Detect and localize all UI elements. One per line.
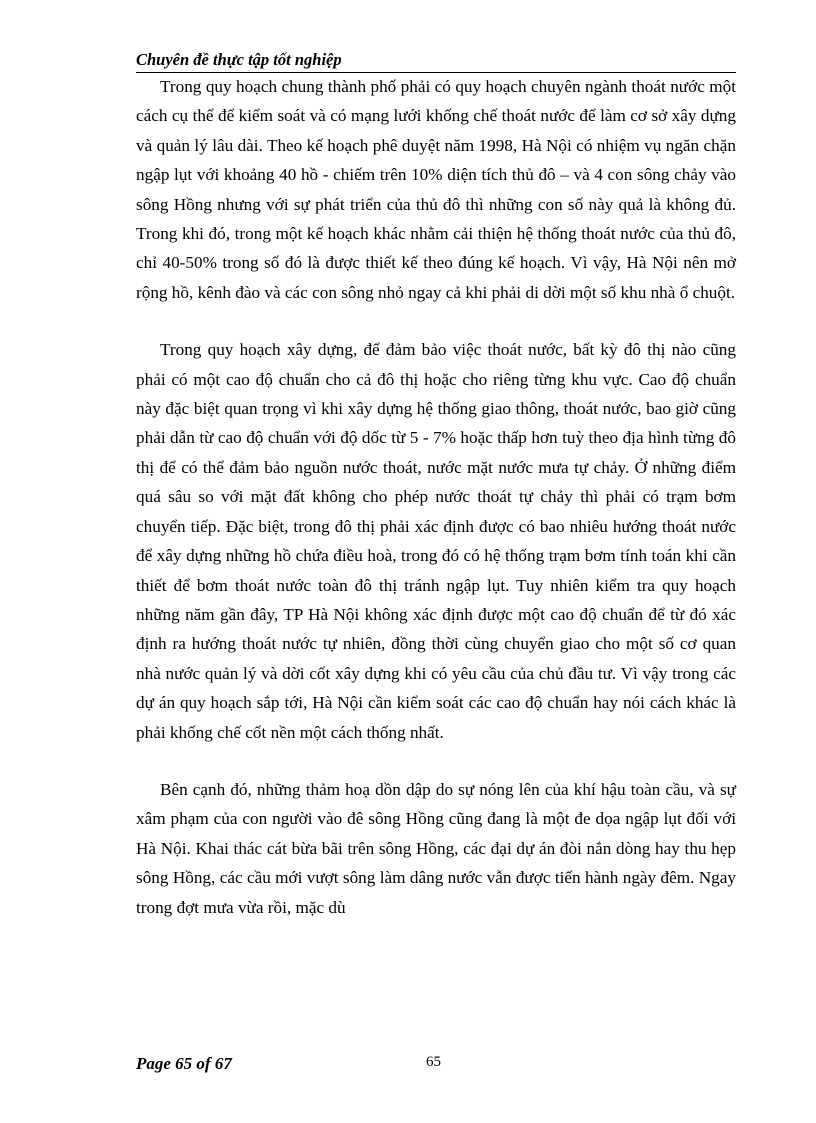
document-body (136, 72, 736, 922)
page-header (136, 48, 736, 73)
page-footer (136, 1054, 736, 1082)
footer-page-label: Page 65 of 67 (136, 1054, 232, 1073)
header-title: Chuyên đề thực tập tốt nghiệp (136, 50, 342, 69)
paragraph-1: Trong quy hoạch chung thành phố phải có quy hoạch chuyên ngành thoát nước một cách cụ thể để kiểm soát và có mạng lưới khống chế thoát nước để làm cơ sở xây dựng và quản lý lâu dài. Theo kế hoạch phê duyệt năm 1998, Hà Nội có nhiệm vụ ngăn chặn ngập lụt với khoảng 40 hồ - chiếm trên 10% diện tích thủ đô – và 4 con sông chảy vào sông Hồng nhưng với sự phát triển của thủ đô thì những con số này quả là không đủ. Trong khi đó, trong một kế hoạch khác nhằm cải thiện hệ thống thoát nước của thủ đô, chỉ 40-50% trong số đó là được thiết kế theo đúng kế hoạch. Vì vậy, Hà Nội nên mở rộng hồ, kênh đào và các con sông nhỏ ngay cả khi phải di dời một số khu nhà ổ chuột. (136, 77, 736, 302)
footer-page-number: 65 (426, 1054, 441, 1070)
paragraph-2: Trong quy hoạch xây dựng, để đảm bảo việc thoát nước, bất kỳ đô thị nào cũng phải có một cao độ chuẩn cho cả đô thị hoặc cho riêng từng khu vực. Cao độ chuẩn này đặc biệt quan trọng vì khi xây dựng hệ thống giao thông, thoát nước, bao giờ cũng phải dẫn từ cao độ chuẩn với độ dốc từ 5 - 7% hoặc thấp hơn tuỳ theo địa hình từng đô thị để có thể đảm bảo nguồn nước thoát, nước mặt nước mưa tự chảy. Ở những điểm quá sâu so với mặt đất không cho phép nước thoát tự chảy thì phải có trạm bơm chuyển tiếp. Đặc biệt, trong đô thị phải xác định được có bao nhiêu hướng thoát nước để xây dựng những hồ chứa điều hoà, trong đó có hệ thống trạm bơm tính toán khi cần thiết để bơm thoát nước toàn đô thị tránh ngập lụt. Tuy nhiên kiểm tra quy hoạch những năm gần đây, TP Hà Nội không xác định được một cao độ chuẩn để từ đó xác định ra hướng thoát nước tự nhiên, đồng thời cùng chuyển giao cho một số cơ quan nhà nước quản lý và dời cốt xây dựng khi có yêu cầu của chủ đầu tư. Vì vậy trong các dự án quy hoạch sắp tới, Hà Nội cần kiểm soát các cao độ chuẩn hay nói cách khác là phải khống chế cốt nền một cách thống nhất. (136, 340, 736, 742)
paragraph-3: Bên cạnh đó, những thảm hoạ dồn dập do sự nóng lên của khí hậu toàn cầu, và sự xâm phạm của con người vào đê sông Hồng cũng đang là một đe dọa ngập lụt đối với Hà Nội. Khai thác cát bừa bãi trên sông Hồng, các đại dự án đòi nắn dòng hay thu hẹp sông Hồng, các cầu mới vượt sông làm dâng nước vẫn được tiến hành ngày đêm. Ngay trong đợt mưa vừa rồi, mặc dù (136, 779, 736, 917)
